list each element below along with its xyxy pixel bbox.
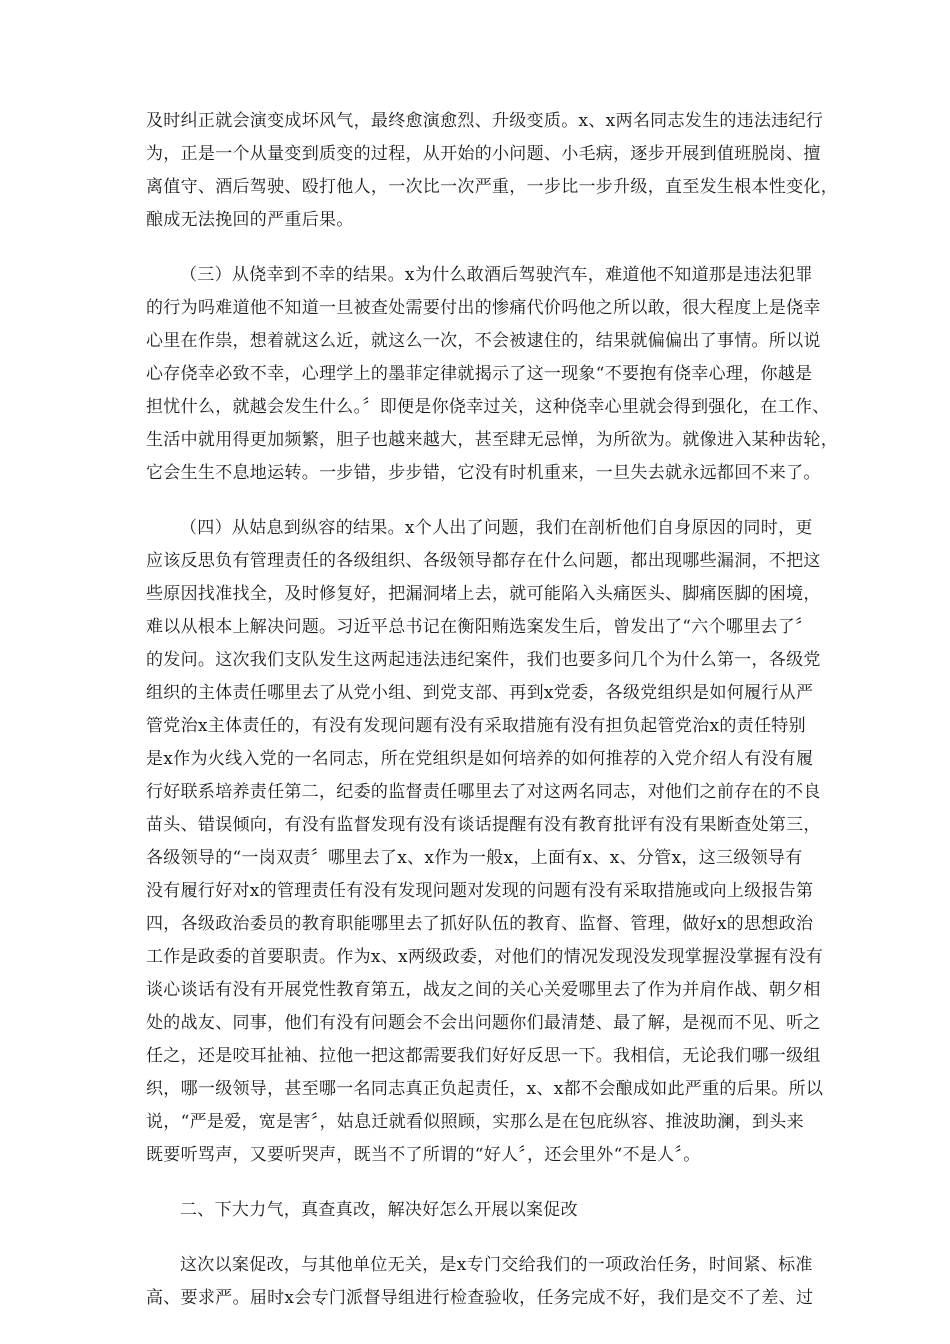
text-line: 高、要求严。届时x会专门派督导组进行检查验收，任务完成不好，我们是交不了差、过 [146, 1288, 814, 1308]
paragraph-2 [146, 259, 838, 490]
text-line: 些原因找准找全，及时修复好，把漏洞堵上去，就可能陷入头痛医头、脚痛医脚的困境， [146, 584, 821, 604]
text-line: 难以从根本上解决问题。习近平总书记在衡阳贿选案发生后，曾发出了“六个哪里去了〞 [146, 617, 813, 637]
text-line: 处的战友、同事，他们有没有问题会不会出问题你们最清楚、最了解，是视而不见、听之 [146, 1013, 821, 1033]
text-line: 为，正是一个从量变到质变的过程，从开始的小问题、小毛病，逐步开展到值班脱岗、擅 [146, 144, 821, 164]
text-line: 苗头、错误倾向，有没有监督发现有没有谈话提醒有没有教育批评有没有果断查处第三， [146, 815, 821, 835]
paragraph-5 [146, 1249, 814, 1315]
text-line: 的行为吗难道他不知道一旦被查处需要付出的惨痛代价吗他之所以敢，很大程度上是侥幸 [146, 298, 821, 318]
text-line: （四）从姑息到纵容的结果。x个人出了问题，我们在剖析他们自身原因的同时，更 [180, 518, 813, 538]
text-line: 织，哪一级领导，甚至哪一名同志真正负起责任，x、x都不会酿成如此严重的后果。所以 [146, 1079, 824, 1099]
section-heading-text: 二、下大力气，真查真改，解决好怎么开展以案促改 [180, 1200, 578, 1220]
text-line: 心里在作祟，想着就这么近，就这么一次，不会被逮住的，结果就偏偏出了事情。所以说 [146, 331, 821, 351]
text-line: 既要听骂声，又要听哭声，既当不了所谓的“好人〞，还会里外“不是人〞。 [146, 1145, 701, 1165]
text-line: 心存侥幸必致不幸，心理学上的墨菲定律就揭示了这一现象“不要抱有侥幸心理，你越是 [146, 364, 813, 384]
text-line: 担忧什么，就越会发生什么。〞即便是你侥幸过关，这种侥幸心里就会得到强化，在工作、 [146, 397, 830, 417]
text-line: 各级领导的“一岗双责〞哪里去了x、x作为一般x，上面有x、x、分管x，这三级领导有 [146, 848, 803, 868]
text-line: 任之，还是咬耳扯袖、拉他一把这都需要我们好好反思一下。我相信，无论我们哪一级组 [146, 1046, 821, 1066]
section-heading [146, 1194, 806, 1227]
text-line: 管党治x主体责任的，有没有发现问题有没有采取措施有没有担负起管党治x的责任特别 [146, 716, 806, 736]
text-line: 的发问。这次我们支队发生这两起违法违纪案件，我们也要多问几个为什么第一，各级党 [146, 650, 821, 670]
text-line: 离值守、酒后驾驶、殴打他人，一次比一次严重，一步比一步升级，直至发生根本性变化， [146, 177, 838, 197]
text-line: 组织的主体责任哪里去了从党小组、到党支部、再到x党委，各级党组织是如何履行从严 [146, 683, 814, 703]
text-line: 行好联系培养责任第二，纪委的监督责任哪里去了对这两名同志，对他们之前存在的不良 [146, 782, 821, 802]
text-line: 应该反思负有管理责任的各级组织、各级领导都存在什么问题，都出现哪些漏洞，不把这 [146, 551, 821, 571]
text-line: 谈心谈话有没有开展党性教育第五，战友之间的关心关爱哪里去了作为并肩作战、朝夕相 [146, 980, 821, 1000]
text-line: 四，各级政治委员的教育职能哪里去了抓好队伍的教育、监督、管理，做好x的思想政治 [146, 914, 814, 934]
text-line: （三）从侥幸到不幸的结果。x为什么敢酒后驾驶汽车，难道他不知道那是违法犯罪 [180, 265, 813, 285]
text-line: 是x作为火线入党的一名同志，所在党组织是如何培养的如何推荐的入党介绍人有没有履 [146, 749, 814, 769]
document-body [146, 105, 838, 1315]
text-line: 它会生生不息地运转。一步错，步步错，它没有时机重来，一旦失去就永远都回不来了。 [146, 463, 821, 483]
text-line: 酿成无法挽回的严重后果。 [146, 210, 354, 230]
text-line: 这次以案促改，与其他单位无关，是x专门交给我们的一项政治任务，时间紧、标准 [180, 1255, 813, 1275]
text-line: 生活中就用得更加频繁，胆子也越来越大，甚至肆无忌惮，为所欲为。就像进入某种齿轮， [146, 430, 838, 450]
text-line: 工作是政委的首要职责。作为x、x两级政委，对他们的情况发现没发现掌握没掌握有没有 [146, 947, 824, 967]
text-line: 没有履行好对x的管理责任有没有发现问题对发现的问题有没有采取措施或向上级报告第 [146, 881, 814, 901]
text-line: 说，“严是爱，宽是害〞，姑息迁就看似照顾，实那么是在包庇纵容、推波助澜，到头来 [146, 1112, 804, 1132]
paragraph-1 [146, 105, 838, 237]
paragraph-3 [146, 512, 824, 1172]
text-line: 及时纠正就会演变成坏风气，最终愈演愈烈、升级变质。x、x两名同志发生的违法违纪行 [146, 111, 824, 131]
